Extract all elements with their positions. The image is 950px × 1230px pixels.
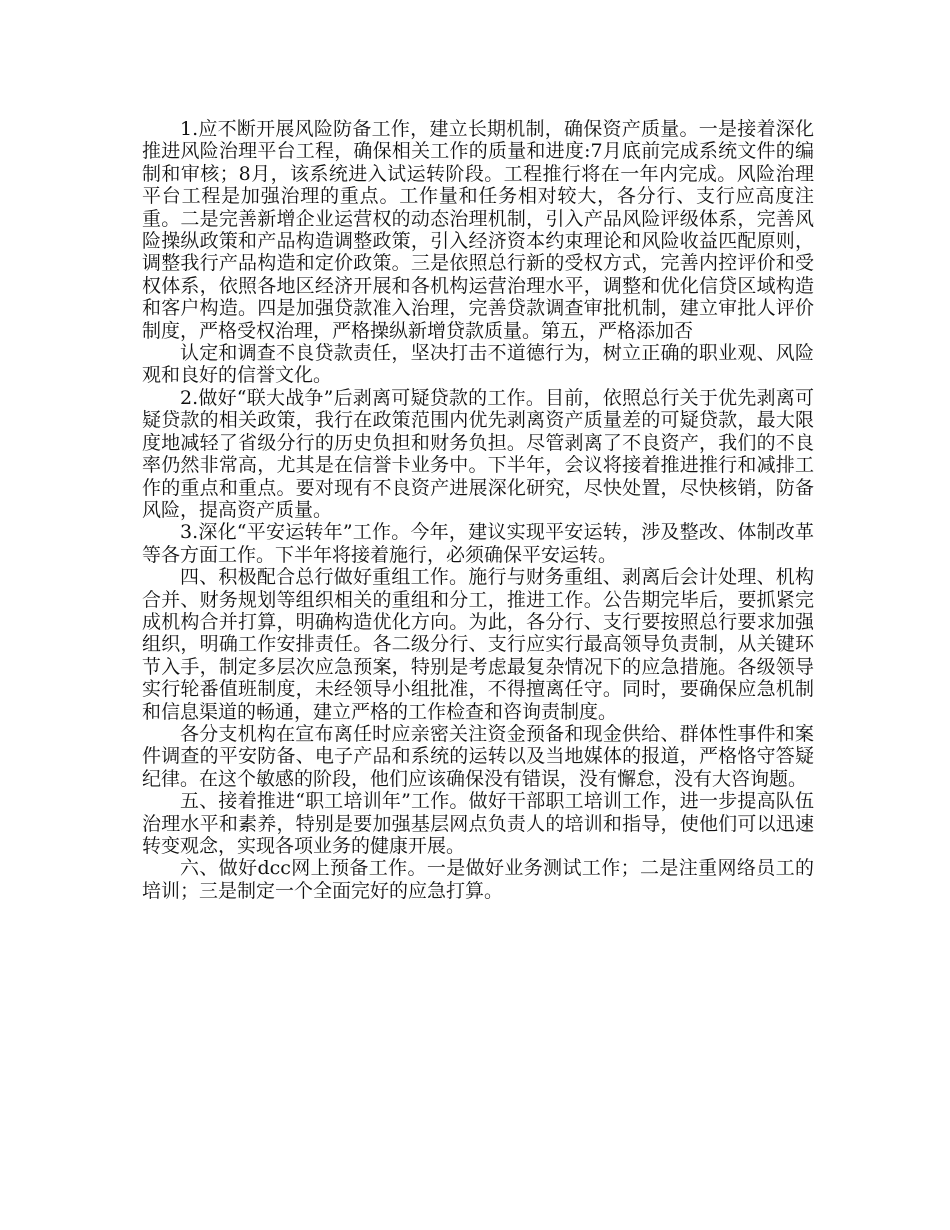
paragraph-dcc-preparation: 六、做好dcc网上预备工作。一是做好业务测试工作；二是注重网络员工的培训；三是制定一个全面完好的应急打算。 [142,857,814,902]
paragraph-branch-attention: 各分支机构在宣布离任时应亲密关注资金预备和现金供给、群体性事件和案件调查的平安防备、电子产品和系统的运转以及当地媒体的报道，严格恪守答疑纪律。在这个敏感的阶段，他们应该确保没有错误，没有懈怠，没有大咨询题。 [142,722,814,790]
paragraph-bad-loan-responsibility: 认定和调查不良贷款责任，坚决打击不道德行为，树立正确的职业观、风险观和良好的信誉文化。 [142,342,814,387]
paragraph-doubtful-loan-divestiture: 2.做好“联大战争”后剥离可疑贷款的工作。目前，依照总行关于优先剥离可疑贷款的相关政策，我行在政策范围内优先剥离资产质量差的可疑贷款，最大限度地减轻了省级分行的历史负担和财务负担。尽管剥离了不良资产，我们的不良率仍然非常高，尤其是在信誉卡业务中。下半年，会议将接着推进推行和减排工作的重点和重点。要对现有不良资产进展深化研究，尽快处置，尽快核销，防备风险，提高资产质量。 [142,386,814,521]
paragraph-restructuring: 四、积极配合总行做好重组工作。施行与财务重组、剥离后会计处理、机构合并、财务规划等组织相关的重组和分工，推进工作。公告期完毕后，要抓紧完成机构合并打算，明确构造优化方向。为此，各分行、支行要按照总行要求加强组织，明确工作安排责任。各二级分行、支行应实行最高领导负责制，从关键环节入手，制定多层次应急预案，特别是考虑最复杂情况下的应急措施。各级领导实行轮番值班制度，未经领导小组批准，不得擅离任守。同时，要确保应急机制和信息渠道的畅通，建立严格的工作检查和咨询责制度。 [142,566,814,723]
paragraph-staff-training-year: 五、接着推进“职工培训年”工作。做好干部职工培训工作，进一步提高队伍治理水平和素养，特别是要加强基层网点负责人的培训和指导，使他们可以迅速转变观念，实现各项业务的健康开展。 [142,790,814,857]
paragraph-safe-operation-year: 3.深化“平安运转年”工作。今年，建议实现平安运转，涉及整改、体制改革等各方面工作。下半年将接着施行，必须确保平安运转。 [142,521,814,566]
paragraph-risk-prevention: 1.应不断开展风险防备工作，建立长期机制，确保资产质量。一是接着深化推进风险治理平台工程，确保相关工作的质量和进度:7月底前完成系统文件的编制和审核；8月，该系统进入试运转阶段。工程推行将在一年内完成。风险治理平台工程是加强治理的重点。工作量和任务相对较大，各分行、支行应高度注重。二是完善新增企业运营权的动态治理机制，引入产品风险评级体系，完善风险操纵政策和产品构造调整政策，引入经济资本约束理论和风险收益匹配原则，调整我行产品构造和定价政策。三是依照总行新的受权方式，完善内控评价和受权体系，依照各地区经济开展和各机构运营治理水平，调整和优化信贷区域构造和客户构造。四是加强贷款准入治理，完善贷款调查审批机制，建立审批人评价制度，严格受权治理，严格操纵新增贷款质量。第五，严格添加否 [142,118,814,342]
document-body [142,118,814,902]
